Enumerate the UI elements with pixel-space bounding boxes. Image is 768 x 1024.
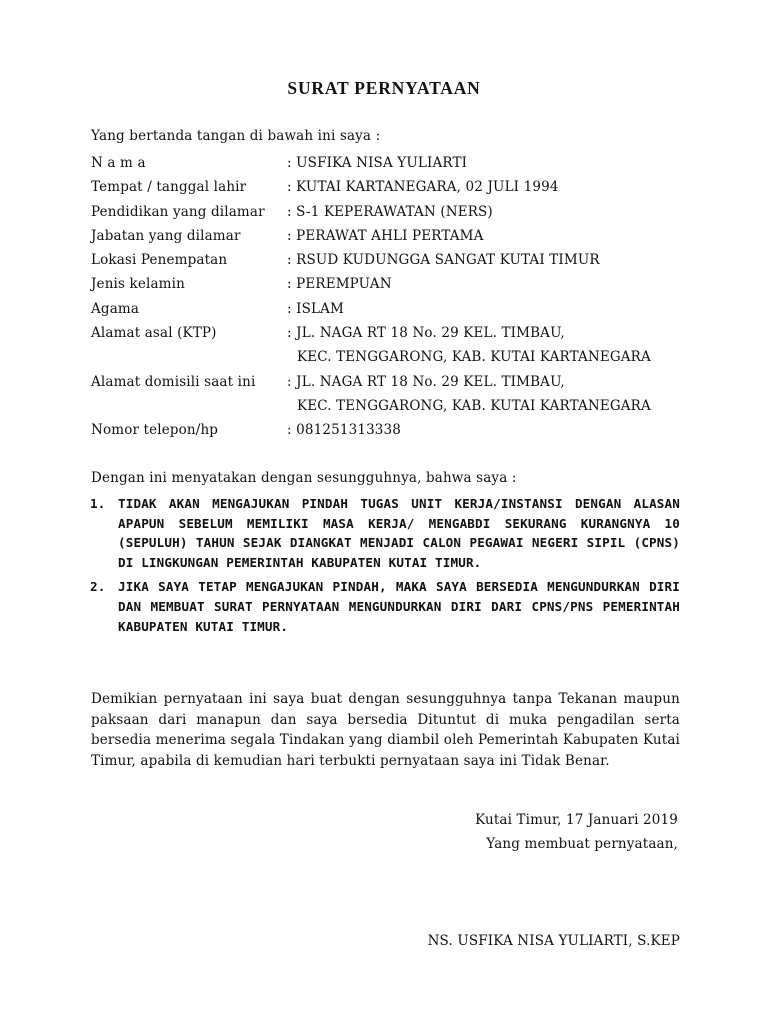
field-value-text: 081251313338	[296, 422, 402, 439]
colon: :	[287, 252, 292, 269]
intro-text: Yang bertanda tangan di bawah ini saya :	[91, 128, 381, 144]
field-row-nama	[91, 152, 691, 176]
field-label: Jenis kelamin	[91, 276, 185, 293]
colon: :	[287, 422, 292, 439]
closing-paragraph: Demikian pernyataan ini saya buat dengan sesungguhnya tanpa Tekanan maupun paksaan dari manapun dan saya bersedia Dituntut di muka pengadilan serta bersedia menerima segala Tindakan yang diambil oleh Pemerintah Kabupaten Kutai Timur, apabila di kemudian hari terbukti pernyataan saya ini Tidak Benar.	[91, 691, 680, 769]
field-value-continuation: KEC. TENGGARONG, KAB. KUTAI KARTANEGARA	[297, 349, 651, 366]
field-value-text: ISLAM	[296, 300, 345, 317]
colon: :	[287, 227, 292, 244]
field-row-address-domicile	[91, 371, 691, 395]
colon: :	[287, 373, 292, 390]
field-value	[287, 152, 467, 174]
place-date: Kutai Timur, 17 Januari 2019	[475, 812, 678, 828]
colon: :	[287, 325, 292, 342]
field-value	[287, 273, 392, 295]
field-row-birth	[91, 176, 691, 200]
field-label: Agama	[91, 300, 140, 317]
point-text: JIKA SAYA TETAP MENGAJUKAN PINDAH, MAKA SAYA BERSEDIA MENGUNDURKAN DIRI DAN MEMBUAT SURAT PERNYATAAN MENGUNDURKAN DIRI DARI CPNS/PNS PEMERINTAH KABUPATEN KUTAI TIMUR.	[118, 579, 680, 634]
field-row-phone	[91, 419, 691, 443]
field-value	[287, 298, 344, 320]
point-text: TIDAK AKAN MENGAJUKAN PINDAH TUGAS UNIT KERJA/INSTANSI DENGAN ALASAN APAPUN SEBELUM MEMILIKI MASA KERJA/ MENGABDI SEKURANG KURANGNYA 10 (SEPULUH) TAHUN SEJAK DIANGKAT MENJADI CALON PEGAWAI NEGERI SIPIL (CPNS) DI LINGKUNGAN PEMERINTAH KABUPATEN KUTAI TIMUR.	[118, 496, 680, 570]
colon: :	[287, 300, 292, 317]
document-title: SURAT PERNYATAAN	[287, 78, 481, 98]
field-label: Lokasi Penempatan	[91, 252, 228, 269]
field-row-education	[91, 201, 691, 225]
field-value-text: JL. NAGA RT 18 No. 29 KEL. TIMBAU,	[296, 373, 565, 390]
field-value	[287, 371, 565, 393]
statement-intro: Dengan ini menyatakan dengan sesungguhnya, bahwa saya :	[91, 470, 517, 486]
field-value	[287, 249, 600, 271]
field-label: Nomor telepon/hp	[91, 422, 219, 439]
field-value-text: PEREMPUAN	[296, 276, 392, 293]
field-value	[287, 225, 484, 247]
field-value-text: JL. NAGA RT 18 No. 29 KEL. TIMBAU,	[296, 325, 565, 342]
field-value-text: PERAWAT AHLI PERTAMA	[296, 227, 484, 244]
field-label: Alamat domisili saat ini	[91, 373, 256, 390]
colon: :	[287, 276, 292, 293]
field-row-position	[91, 225, 691, 249]
field-value-text: USFIKA NISA YULIARTI	[296, 155, 468, 171]
field-row-address-ktp-cont	[91, 346, 691, 370]
field-value	[287, 419, 401, 441]
field-value-continuation: KEC. TENGGARONG, KAB. KUTAI KARTANEGARA	[297, 397, 651, 414]
field-label: Jabatan yang dilamar	[91, 227, 241, 244]
identity-fields	[91, 152, 691, 444]
statement-point	[90, 577, 680, 636]
field-value	[287, 201, 493, 223]
field-value-text: RSUD KUDUNGGA SANGAT KUTAI TIMUR	[296, 252, 600, 269]
statement-points	[90, 494, 680, 641]
field-row-address-domicile-cont	[91, 395, 691, 419]
colon: :	[287, 155, 292, 171]
field-value	[287, 176, 559, 198]
colon: :	[287, 203, 292, 220]
field-row-gender	[91, 273, 691, 297]
field-row-religion	[91, 298, 691, 322]
statement-point	[90, 494, 680, 572]
signature-name: NS. USFIKA NISA YULIARTI, S.KEP	[427, 933, 680, 949]
field-value-text: S-1 KEPERAWATAN (NERS)	[296, 203, 493, 220]
field-row-address-ktp	[91, 322, 691, 346]
point-number: 2.	[90, 579, 106, 595]
field-label: Alamat asal (KTP)	[91, 325, 217, 342]
colon: :	[287, 179, 292, 196]
signer-label: Yang membuat pernyataan,	[486, 836, 678, 852]
field-label: Pendidikan yang dilamar	[91, 203, 265, 220]
field-label: Nama	[91, 155, 151, 171]
field-value	[287, 322, 565, 344]
field-row-location	[91, 249, 691, 273]
field-value-text: KUTAI KARTANEGARA, 02 JULI 1994	[296, 179, 559, 196]
field-label: Tempat / tanggal lahir	[91, 179, 247, 196]
point-number: 1.	[90, 496, 106, 511]
